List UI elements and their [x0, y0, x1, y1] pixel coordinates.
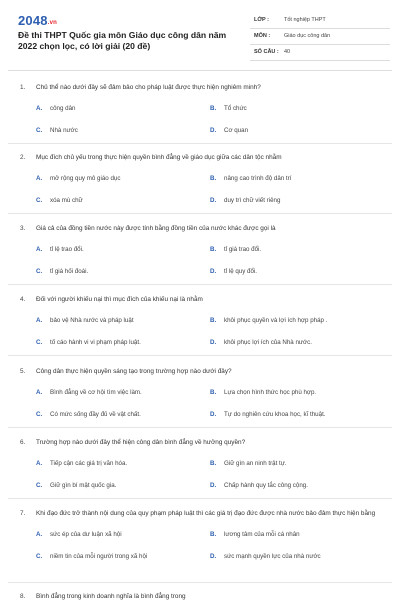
- question-text: [20, 223, 390, 234]
- logo-suffix: .vn: [47, 20, 58, 26]
- option-text: tỉ lệ trao đổi.: [50, 246, 84, 253]
- question-body: Đối với người khiếu nại thì mục đích của khiếu nại là nhằm: [36, 296, 203, 303]
- option-b[interactable]: [210, 530, 300, 540]
- question-number: 3.: [20, 225, 26, 232]
- option-letter: D.: [210, 127, 217, 134]
- meta-table: [250, 13, 390, 61]
- option-a[interactable]: [36, 245, 84, 255]
- option-text: Có mức sống đầy đủ về vật chất.: [50, 411, 141, 418]
- question-6: [20, 437, 390, 492]
- question-3: [20, 223, 390, 278]
- header-divider: [8, 70, 392, 71]
- option-letter: B.: [210, 175, 217, 182]
- option-d[interactable]: [210, 196, 280, 206]
- question-text: [20, 294, 390, 305]
- option-d[interactable]: [210, 552, 321, 562]
- option-c[interactable]: [36, 267, 88, 277]
- question-5: [20, 366, 390, 421]
- question-divider: [8, 355, 392, 356]
- option-text: tố cáo hành vi vi phạm pháp luật.: [50, 339, 141, 346]
- option-letter: A.: [36, 246, 43, 253]
- option-letter: D.: [210, 268, 217, 275]
- option-text: bảo vệ Nhà nước và pháp luật: [50, 317, 134, 324]
- option-text: mở rộng quy mô giáo dục: [50, 175, 121, 182]
- question-divider: [8, 582, 392, 583]
- question-text: [20, 437, 390, 448]
- question-4: [20, 294, 390, 349]
- option-c[interactable]: [36, 410, 141, 420]
- option-a[interactable]: [36, 388, 142, 398]
- question-text: [20, 152, 390, 163]
- meta-row-count: [250, 45, 390, 61]
- option-text: niềm tin của mỗi người trong xã hội: [50, 553, 148, 560]
- document-header: [0, 0, 400, 66]
- question-text: [20, 508, 390, 519]
- question-divider: [8, 498, 392, 499]
- question-divider: [8, 213, 392, 214]
- option-text: nâng cao trình độ dân trí: [224, 175, 292, 182]
- question-number: 1.: [20, 84, 26, 91]
- option-letter: A.: [36, 105, 43, 112]
- question-number: 8.: [20, 593, 26, 600]
- option-text: Lựa chọn hình thức học phù hợp.: [224, 389, 317, 396]
- option-c[interactable]: [36, 552, 147, 562]
- option-text: xóa mù chữ: [50, 197, 83, 204]
- question-body: Trường hợp nào dưới đây thể hiện công dân bình đẳng về hưởng quyền?: [36, 439, 246, 446]
- meta-value: 40: [284, 49, 291, 55]
- option-letter: B.: [210, 389, 217, 396]
- question-body: Chủ thể nào dưới đây sẽ đảm bảo cho pháp luật được thực hiện nghiêm minh?: [36, 84, 261, 91]
- options: [20, 305, 390, 349]
- option-letter: C.: [36, 127, 43, 134]
- option-letter: C.: [36, 339, 43, 346]
- option-d[interactable]: [210, 338, 312, 348]
- page-title: Đề thi THPT Quốc gia môn Giáo dục công dân năm 2022 chọn lọc, có lời giải (20 đề): [18, 30, 227, 51]
- option-letter: B.: [210, 531, 217, 538]
- question-number: 5.: [20, 368, 26, 375]
- option-letter: A.: [36, 389, 43, 396]
- options: [20, 93, 390, 137]
- option-b[interactable]: [210, 388, 316, 398]
- question-text: [20, 82, 390, 93]
- option-letter: B.: [210, 105, 217, 112]
- question-2: [20, 152, 390, 207]
- options: [20, 519, 390, 563]
- option-d[interactable]: [210, 126, 248, 136]
- question-1: [20, 82, 390, 137]
- option-a[interactable]: [36, 530, 122, 540]
- question-number: 6.: [20, 439, 26, 446]
- option-a[interactable]: [36, 459, 127, 469]
- meta-value: Tốt nghiệp THPT: [284, 17, 326, 23]
- question-7: [20, 508, 390, 563]
- option-a[interactable]: [36, 104, 75, 114]
- option-a[interactable]: [36, 174, 120, 184]
- options: [20, 234, 390, 278]
- option-letter: B.: [210, 246, 217, 253]
- option-d[interactable]: [210, 481, 308, 491]
- option-text: tỉ giá hối đoái.: [50, 268, 89, 275]
- option-letter: B.: [210, 460, 217, 467]
- option-b[interactable]: [210, 459, 287, 469]
- option-letter: D.: [210, 411, 217, 418]
- question-body: Giá cả của đồng tiền nước này được tính bằng đồng tiền của nước khác được gọi là: [36, 225, 276, 232]
- question-divider: [8, 427, 392, 428]
- option-text: Tự do nghiên cứu khoa học, kĩ thuật.: [224, 411, 326, 418]
- question-divider: [8, 143, 392, 144]
- option-letter: C.: [36, 553, 43, 560]
- question-body: Công dân thực hiện quyền sáng tạo trong trường hợp nào dưới đây?: [36, 368, 232, 375]
- option-letter: A.: [36, 175, 43, 182]
- meta-label: LỚP :: [254, 17, 269, 23]
- question-body: Bình đẳng trong kinh doanh nghĩa là bình đẳng trong: [36, 593, 186, 600]
- option-text: Bình đẳng về cơ hội tìm việc làm.: [50, 389, 142, 396]
- option-c[interactable]: [36, 481, 116, 491]
- option-text: Tổ chức: [224, 105, 247, 112]
- site-logo[interactable]: [18, 13, 57, 28]
- option-d[interactable]: [210, 267, 257, 277]
- option-letter: A.: [36, 317, 43, 324]
- option-text: sức mạnh quyền lực của nhà nước: [224, 553, 321, 560]
- option-b[interactable]: [210, 316, 327, 326]
- option-text: tỉ lệ quy đổi.: [224, 268, 258, 275]
- option-text: Chấp hành quy tắc công cộng.: [224, 482, 308, 489]
- option-b[interactable]: [210, 104, 247, 114]
- options: [20, 377, 390, 421]
- meta-label: MÔN :: [254, 33, 271, 39]
- question-number: 2.: [20, 154, 26, 161]
- option-letter: D.: [210, 197, 217, 204]
- question-number: 7.: [20, 510, 26, 517]
- meta-row-subject: [250, 29, 390, 45]
- option-letter: C.: [36, 411, 43, 418]
- option-text: sức ép của dư luận xã hội: [50, 531, 122, 538]
- option-text: duy trì chữ viết riêng: [224, 197, 281, 204]
- option-letter: C.: [36, 482, 43, 489]
- option-c[interactable]: [36, 126, 78, 136]
- option-a[interactable]: [36, 316, 134, 326]
- question-number: 4.: [20, 296, 26, 303]
- option-text: Giữ gìn an ninh trật tự.: [224, 460, 287, 467]
- question-text: [20, 591, 390, 602]
- question-body: Mục đích chủ yếu trong thực hiện quyền bình đẳng về giáo dục giữa các dân tộc nhằm: [36, 154, 282, 161]
- logo-text: 2048: [18, 13, 48, 28]
- question-text: [20, 366, 390, 377]
- options: [20, 448, 390, 492]
- option-letter: C.: [36, 268, 43, 275]
- meta-row-grade: [250, 13, 390, 29]
- option-c[interactable]: [36, 196, 83, 206]
- option-text: khôi phục lợi ích của Nhà nước.: [224, 339, 312, 346]
- option-b[interactable]: [210, 245, 261, 255]
- option-letter: D.: [210, 339, 217, 346]
- question-body: Khi đạo đức trở thành nội dung của quy phạm pháp luật thì các giá trị đạo đức được nhà nước bảo đảm thực hiện bằng: [36, 510, 376, 517]
- option-text: Cơ quan: [224, 127, 249, 134]
- option-text: Nhà nước: [50, 127, 78, 134]
- option-text: Tiếp cận các giá trị văn hóa.: [50, 460, 128, 467]
- option-text: công dân: [50, 105, 76, 112]
- option-text: khôi phục quyền và lợi ích hợp pháp .: [224, 317, 328, 324]
- option-text: lương tâm của mỗi cá nhân: [224, 531, 300, 538]
- option-letter: D.: [210, 482, 217, 489]
- option-b[interactable]: [210, 174, 291, 184]
- question-8: [20, 591, 390, 602]
- option-letter: C.: [36, 197, 43, 204]
- option-letter: A.: [36, 460, 43, 467]
- option-c[interactable]: [36, 338, 141, 348]
- option-d[interactable]: [210, 410, 326, 420]
- option-letter: A.: [36, 531, 43, 538]
- option-letter: B.: [210, 317, 217, 324]
- options: [20, 163, 390, 207]
- question-divider: [8, 284, 392, 285]
- option-letter: D.: [210, 553, 217, 560]
- option-text: tỉ giá trao đổi.: [224, 246, 262, 253]
- meta-label: SỐ CÂU :: [254, 49, 279, 55]
- option-text: Giữ gìn bí mật quốc gia.: [50, 482, 117, 489]
- meta-value: Giáo dục công dân: [284, 33, 331, 39]
